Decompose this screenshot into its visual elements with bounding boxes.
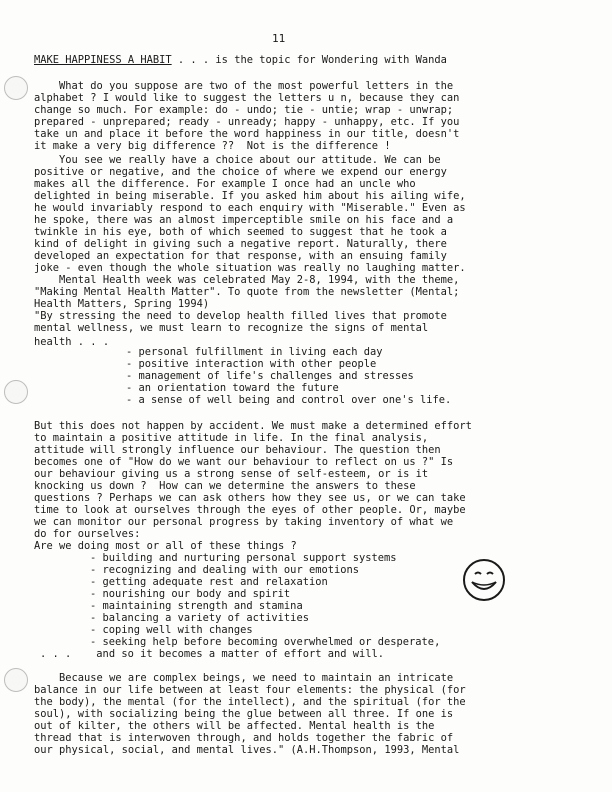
- binder-hole: [4, 380, 28, 404]
- text-line: it make a very big difference ?? Not is the difference !: [34, 140, 391, 152]
- text-line: But this does not happen by accident. We must make a determined effort: [34, 420, 472, 432]
- text-line: attitude will strongly influence our behaviour. The question then: [34, 444, 441, 456]
- text-line: we can monitor our personal progress by taking inventory of what we: [34, 516, 454, 528]
- text-line: Are we doing most or all of these things ?: [34, 540, 297, 552]
- text-line: time to look at ourselves through the eyes of other people. Or, maybe: [34, 504, 466, 516]
- text-line: thread that is interwoven through, and holds together the fabric of: [34, 732, 454, 744]
- text-line: "Making Mental Health Matter". To quote from the newsletter (Mental;: [34, 286, 460, 298]
- binder-hole: [4, 76, 28, 100]
- text-line: kind of delight in giving such a negative report. Naturally, there: [34, 238, 447, 250]
- list-item: - building and nurturing personal support systems: [90, 552, 397, 564]
- text-line: our physical, social, and mental lives." (A.H.Thompson, 1993, Mental: [34, 744, 460, 756]
- text-line: he spoke, there was an almost imperceptible smile on his face and a: [34, 214, 454, 226]
- text-line: take un and place it before the word happiness in our title, doesn't: [34, 128, 460, 140]
- text-line: Because we are complex beings, we need to maintain an intricate: [34, 672, 454, 684]
- list-item: - personal fulfillment in living each day: [126, 346, 383, 358]
- text-line: the body), the mental (for the intellect), and the spiritual (for the: [34, 696, 466, 708]
- text-line: twinkle in his eye, both of which seemed to suggest that he took a: [34, 226, 447, 238]
- text-line: developed an expectation for that response, with an ensuing family: [34, 250, 447, 262]
- list-closing-line: . . . and so it becomes a matter of effort and will.: [40, 648, 385, 660]
- text-line: delighted in being miserable. If you asked him about his ailing wife,: [34, 190, 466, 202]
- text-line: makes all the difference. For example I once had an uncle who: [34, 178, 416, 190]
- text-line: change so much. For example: do - undo; tie - untie; wrap - unwrap;: [34, 104, 454, 116]
- heading-line: [34, 54, 447, 66]
- text-line: out of kilter, the others will be affected. Mental health is the: [34, 720, 435, 732]
- list-item: - an orientation toward the future: [126, 382, 339, 394]
- text-line: alphabet ? I would like to suggest the letters u n, because they can: [34, 92, 460, 104]
- text-line: he would invariably respond to each enquiry with "Miserable." Even as: [34, 202, 466, 214]
- text-line: Mental Health week was celebrated May 2-8, 1994, with the theme,: [34, 274, 460, 286]
- page-number: 11: [272, 32, 286, 45]
- text-line: our behaviour giving us a strong sense of self-esteem, or is it: [34, 468, 429, 480]
- list-item: - coping well with changes: [90, 624, 253, 636]
- text-line: positive or negative, and the choice of where we expend our energy: [34, 166, 447, 178]
- article-subtitle: . . . is the topic for Wondering with Wanda: [171, 54, 447, 66]
- article-title: MAKE HAPPINESS A HABIT: [34, 54, 172, 66]
- list-item: - getting adequate rest and relaxation: [90, 576, 328, 588]
- text-line: Health Matters, Spring 1994): [34, 298, 210, 310]
- text-line: prepared - unprepared; ready - unready; happy - unhappy, etc. If you: [34, 116, 460, 128]
- list-item: - nourishing our body and spirit: [90, 588, 291, 600]
- text-line: "By stressing the need to develop health filled lives that promote: [34, 310, 447, 322]
- text-line: questions ? Perhaps we can ask others how they see us, or we can take: [34, 492, 466, 504]
- text-line: mental wellness, we must learn to recognize the signs of mental: [34, 322, 429, 334]
- binder-hole: [4, 668, 28, 692]
- list-item: - positive interaction with other people: [126, 358, 377, 370]
- text-line: You see we really have a choice about our attitude. We can be: [34, 154, 441, 166]
- text-line: to maintain a positive attitude in life. In the final analysis,: [34, 432, 429, 444]
- smiley-face-icon: [462, 558, 506, 602]
- text-line: joke - even though the whole situation was really no laughing matter.: [34, 262, 466, 274]
- text-line: What do you suppose are two of the most powerful letters in the: [34, 80, 454, 92]
- text-line: balance in our life between at least four elements: the physical (for: [34, 684, 466, 696]
- list-item: - seeking help before becoming overwhelmed or desperate,: [90, 636, 441, 648]
- list-item: - balancing a variety of activities: [90, 612, 309, 624]
- list-item: - recognizing and dealing with our emotions: [90, 564, 359, 576]
- text-line: becomes one of "How do we want our behaviour to reflect on us ?" Is: [34, 456, 454, 468]
- list-item: - maintaining strength and stamina: [90, 600, 303, 612]
- list-item: - a sense of well being and control over one's life.: [126, 394, 452, 406]
- text-line: soul), with socializing being the glue between all three. If one is: [34, 708, 454, 720]
- text-line: knocking us down ? How can we determine the answers to these: [34, 480, 416, 492]
- text-line: health . . .: [34, 336, 110, 348]
- text-line: do for ourselves:: [34, 528, 141, 540]
- list-item: - management of life's challenges and stresses: [126, 370, 414, 382]
